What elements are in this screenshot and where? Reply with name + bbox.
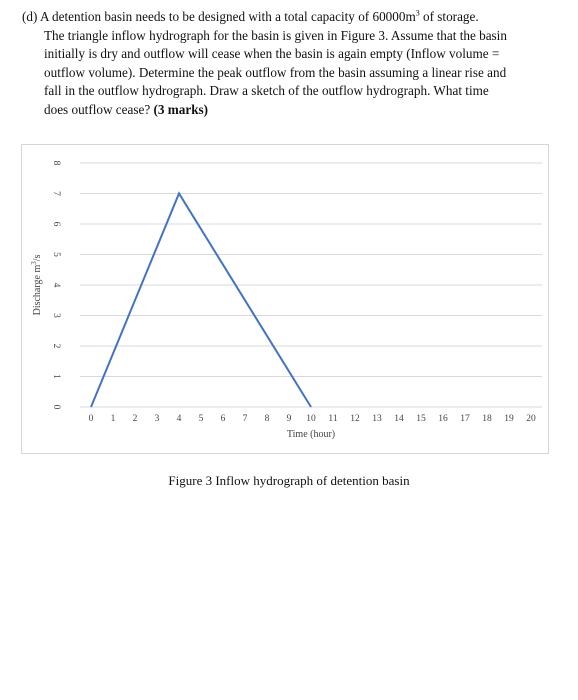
y-tick-label-5: 5 bbox=[50, 252, 61, 257]
grid-layer bbox=[80, 163, 542, 407]
series-line-0 bbox=[91, 194, 311, 408]
y-tick-label-0: 0 bbox=[50, 404, 61, 410]
x-tick-label-10: 10 bbox=[306, 414, 316, 424]
x-tick-label-3: 3 bbox=[154, 414, 160, 424]
y-tick-label-7: 7 bbox=[50, 191, 61, 196]
y-tick-label-8: 8 bbox=[50, 160, 61, 166]
x-tick-label-16: 16 bbox=[438, 414, 448, 424]
question-line-3: initially is dry and outflow will cease when the basin is again empty (Inflow volume = bbox=[44, 46, 500, 62]
figure-caption: Figure 3 Inflow hydrograph of detention basin bbox=[168, 473, 410, 488]
y-axis-title-superscript: 3 bbox=[29, 261, 38, 265]
chart-svg bbox=[22, 145, 550, 455]
x-tick-label-9: 9 bbox=[286, 414, 292, 424]
x-tick-label-15: 15 bbox=[416, 414, 426, 424]
question-line-5: fall in the outflow hydrograph. Draw a sketch of the outflow hydrograph. What time bbox=[44, 83, 489, 99]
y-axis-title-unit: /s bbox=[32, 254, 44, 262]
x-tick-label-2: 2 bbox=[132, 414, 138, 424]
x-tick-label-6: 6 bbox=[220, 414, 226, 424]
x-tick-label-11: 11 bbox=[328, 414, 338, 424]
x-tick-label-19: 19 bbox=[504, 414, 514, 424]
x-tick-label-5: 5 bbox=[198, 414, 204, 424]
inflow-hydrograph-chart bbox=[21, 144, 549, 454]
x-tick-label-20: 20 bbox=[526, 414, 536, 424]
x-tick-label-13: 13 bbox=[372, 414, 382, 424]
x-tick-labels bbox=[89, 414, 536, 424]
x-tick-label-17: 17 bbox=[460, 414, 470, 424]
question-line-2: The triangle inflow hydrograph for the basin is given in Figure 3. Assume that the basin bbox=[44, 27, 507, 43]
x-tick-label-0: 0 bbox=[88, 414, 94, 424]
y-axis-title bbox=[30, 254, 44, 315]
y-tick-label-1: 1 bbox=[50, 374, 61, 379]
x-tick-label-1: 1 bbox=[110, 414, 116, 424]
y-tick-labels bbox=[51, 161, 61, 410]
x-tick-label-7: 7 bbox=[242, 414, 248, 424]
question-line-6: does outflow cease? (3 marks) bbox=[44, 101, 209, 117]
y-tick-label-4: 4 bbox=[50, 282, 61, 288]
x-tick-label-12: 12 bbox=[350, 414, 360, 424]
x-tick-label-14: 14 bbox=[394, 414, 404, 424]
x-tick-label-8: 8 bbox=[264, 414, 270, 424]
x-tick-label-18: 18 bbox=[482, 414, 492, 424]
y-axis-title-main: Discharge m bbox=[32, 264, 44, 316]
question-line-4: outflow volume). Determine the peak outflow from the basin assuming a linear rise and bbox=[44, 64, 507, 80]
x-tick-label-4: 4 bbox=[176, 414, 182, 424]
y-tick-label-2: 2 bbox=[50, 343, 61, 349]
series-layer bbox=[91, 194, 311, 408]
y-tick-label-3: 3 bbox=[50, 313, 61, 318]
x-axis-title: Time (hour) bbox=[286, 429, 336, 440]
marks-label: (3 marks) bbox=[153, 101, 209, 117]
y-tick-label-6: 6 bbox=[50, 221, 61, 227]
question-line-1: (d) A detention basin needs to be designed with a total capacity of $60000m^3$ of storage. bbox=[22, 8, 479, 24]
question-text bbox=[22, 8, 554, 120]
